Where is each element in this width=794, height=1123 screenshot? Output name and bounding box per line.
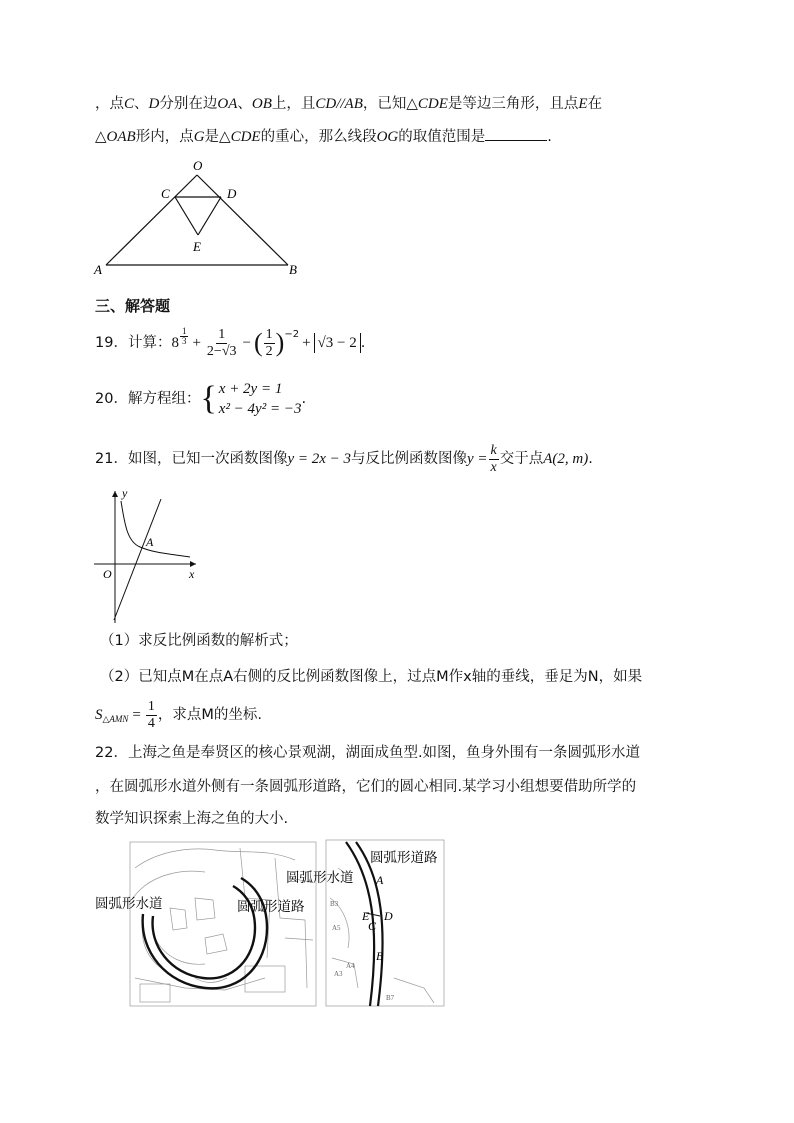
point-B: B (376, 949, 384, 963)
label-B: B (289, 262, 297, 277)
q22-line2: ，在圆弧形水道外侧有一条圆弧形道路，它们的圆心相同.某学习小组想要借助所学的 (95, 779, 637, 795)
q18-line2: △OAB形内，点G是△CDE的重心，那么线段OG的取值范围是 . (95, 126, 552, 147)
q18-line1: ，点C、D分别在边OA、OB上，且CD//AB，已知△CDE是等边三角形，且点E在 (95, 96, 603, 112)
quarter-fraction: $\frac{1}{4}$ (147, 698, 155, 731)
axis-y-label: y (122, 486, 128, 500)
q21-part2-cont: S $_{\triangle AMN}$ = $\frac{1}{4}$ ，求点M的坐标. (95, 698, 263, 731)
origin-label: O (103, 567, 112, 581)
point-D: D (384, 909, 393, 923)
point-E: E (362, 909, 370, 923)
q21-part2: （2）已知点M在点A右侧的反比例函数图像上，过点M作x轴的垂线，垂足为N，如果 (100, 669, 643, 685)
map-tag-b3: B3 (330, 900, 339, 908)
axis-x-label: x (189, 567, 195, 581)
map-tag-a3: A3 (334, 970, 343, 978)
fraction-1: $\frac{1}{2-√3}$ (206, 326, 237, 359)
q21-part1: （1）求反比例函数的解析式； (100, 633, 298, 649)
q22-line3: 数学知识探索上海之鱼的大小. (95, 811, 289, 827)
right-water-label: 圆弧形水道 (286, 870, 354, 885)
map-tag-a4: A4 (346, 962, 355, 970)
point-A-label: A (146, 535, 154, 549)
exponent-frac: $\frac{1}{3}$ (181, 325, 187, 346)
label-D: D (227, 186, 237, 201)
q21-stem: 21． 如图，已知一次函数图像 y = 2x − 3 与反比例函数图像 y = $\frac{k}{x}$ 交于点 A(2, m) . (95, 442, 593, 475)
function-graph (92, 487, 212, 627)
label-C: C (161, 186, 170, 201)
left-road-label: 圆弧形道路 (237, 899, 305, 914)
triangle-figure (90, 155, 310, 280)
section-heading: 三、解答题 (95, 297, 171, 315)
answer-blank (485, 126, 547, 141)
map-tag-b7: B7 (386, 994, 395, 1002)
fraction-2: $\frac{1}{2}$ (265, 326, 273, 359)
q19: 19． 计算： 8 $\frac{1}{3}$ + $\frac{1}{2-√3}$ − ( $\frac{1}{2}$ ) $^{-2}$ + √3 − 2 . (95, 325, 366, 359)
point-C: C (368, 919, 377, 933)
label-O: O (193, 158, 203, 173)
right-road-label: 圆弧形道路 (370, 850, 438, 865)
map-tag-a5: A5 (332, 924, 341, 932)
lake-map-right (286, 838, 449, 1010)
label-E: E (193, 239, 201, 254)
q20: 20． 解方程组： { x + 2y = 1 x² − 4y² = −3 . (95, 380, 307, 417)
point-A: A (376, 873, 384, 887)
label-A: A (94, 262, 102, 277)
lake-map-left (95, 838, 320, 1010)
left-water-label: 圆弧形水道 (95, 896, 163, 911)
k-over-x: $\frac{k}{x}$ (490, 442, 497, 475)
q22-line1: 22．上海之鱼是奉贤区的核心景观湖，湖面成鱼型.如图，鱼身外围有一条圆弧形水道 (95, 745, 641, 761)
